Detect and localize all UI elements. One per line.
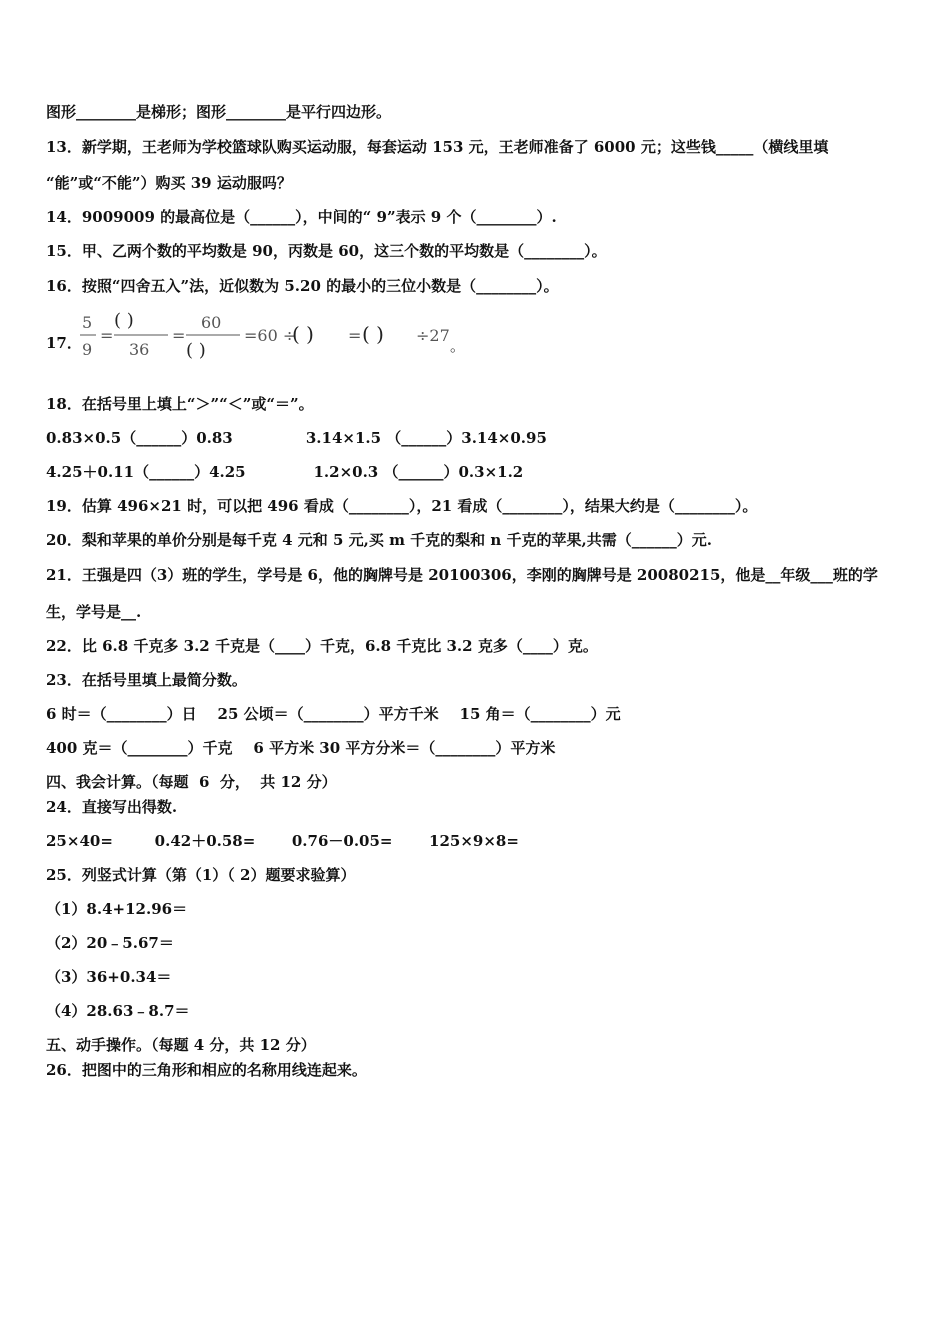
division-part-1: =60 ÷: [244, 326, 297, 345]
q17-number: 17．: [46, 334, 82, 352]
q23: 23．在括号里填上最简分数。: [46, 671, 247, 689]
q13-line1: 13．新学期，王老师为学校篮球队购买运动服，每套运动 153 元，王老师准备了 6000 元；这些钱_____（横线里填: [46, 138, 829, 156]
q25: 25．列竖式计算（第（1）（ 2）题要求验算）: [46, 866, 356, 884]
q18: 18．在括号里上填上“＞”“＜”或“＝”。: [46, 395, 314, 413]
fraction1-numerator: 5: [82, 313, 93, 332]
q17-fraction-equation: [46, 309, 486, 363]
q15: 15．甲、乙两个数的平均数是 90，丙数是 60，这三个数的平均数是（________）。: [46, 242, 607, 260]
fraction3-denominator-blank: ( ): [186, 340, 206, 361]
q23-row2: 400 克＝（________）千克 6 平方米 30 平方分米＝（________）平方米: [46, 739, 556, 757]
q22: 22．比 6.8 千克多 3.2 千克是（____）千克，6.8 千克比 3.2 克多（____）克。: [46, 637, 598, 655]
q24: 24．直接写出得数.: [46, 798, 178, 816]
q19: 19．估算 496×21 时，可以把 496 看成（________），21 看成（________），结果大约是（________）。: [46, 497, 758, 515]
q20: 20．梨和苹果的单价分别是每千克 4 元和 5 元,买 m 千克的梨和 n 千克的苹果,共需（______）元.: [46, 531, 712, 549]
q23-row1: 6 时＝（________）日 25 公顷＝（________）平方千米 15 角＝（________）元: [46, 705, 621, 723]
fraction2-numerator-blank: ( ): [114, 310, 134, 331]
q17-formula: [46, 309, 486, 363]
fraction2-denominator: 36: [129, 340, 150, 359]
equals-sign-1: =: [100, 326, 114, 345]
q25-item3: （3）36+0.34＝: [46, 968, 172, 986]
q21-line1: 21．王强是四（3）班的学生，学号是 6，他的胸牌号是 20100306，李刚的胸牌号是 20080215，他是__年级___班的学: [46, 566, 878, 584]
blank-paren-1: ( ): [292, 322, 314, 346]
fraction1-denominator: 9: [82, 340, 93, 359]
q17-period: 。: [450, 337, 466, 355]
q25-item1: （1）8.4+12.96＝: [46, 900, 188, 918]
blank-paren-2: ( ): [362, 322, 384, 346]
q25-item4: （4）28.63﹣8.7＝: [46, 1002, 190, 1020]
q18-row1: 0.83×0.5（______）0.83 3.14×1.5 （______）3.14×0.95: [46, 429, 547, 447]
q21-line2: 生，学号是__.: [46, 603, 142, 621]
fraction3-numerator: 60: [201, 313, 222, 332]
q26: 26．把图中的三角形和相应的名称用线连起来。: [46, 1061, 367, 1079]
q13-line2: “能”或“不能”）购买 39 运动服吗？: [46, 174, 292, 192]
q12-continuation: 图形________是梯形；图形________是平行四边形。: [46, 103, 392, 121]
q24-problems: 25×40= 0.42＋0.58= 0.76－0.05= 125×9×8=: [46, 832, 519, 850]
equals-sign-2: =: [172, 326, 186, 345]
q25-item2: （2）20﹣5.67＝: [46, 934, 174, 952]
q14: 14．9009009 的最高位是（______），中间的“ 9”表示 9 个（________）.: [46, 208, 557, 226]
section-five-heading: 五、动手操作。（每题 4 分，共 12 分）: [46, 1036, 316, 1054]
q18-row2: 4.25＋0.11（______）4.25 1.2×0.3 （______）0.3×1.2: [46, 463, 524, 481]
section-four-heading: 四、我会计算。（每题 6 分， 共 12 分）: [46, 773, 337, 791]
q16: 16．按照“四舍五入”法，近似数为 5.20 的最小的三位小数是（________）。: [46, 277, 559, 295]
equals-sign-3: =: [348, 326, 362, 345]
division-part-2: ÷27: [416, 326, 450, 345]
